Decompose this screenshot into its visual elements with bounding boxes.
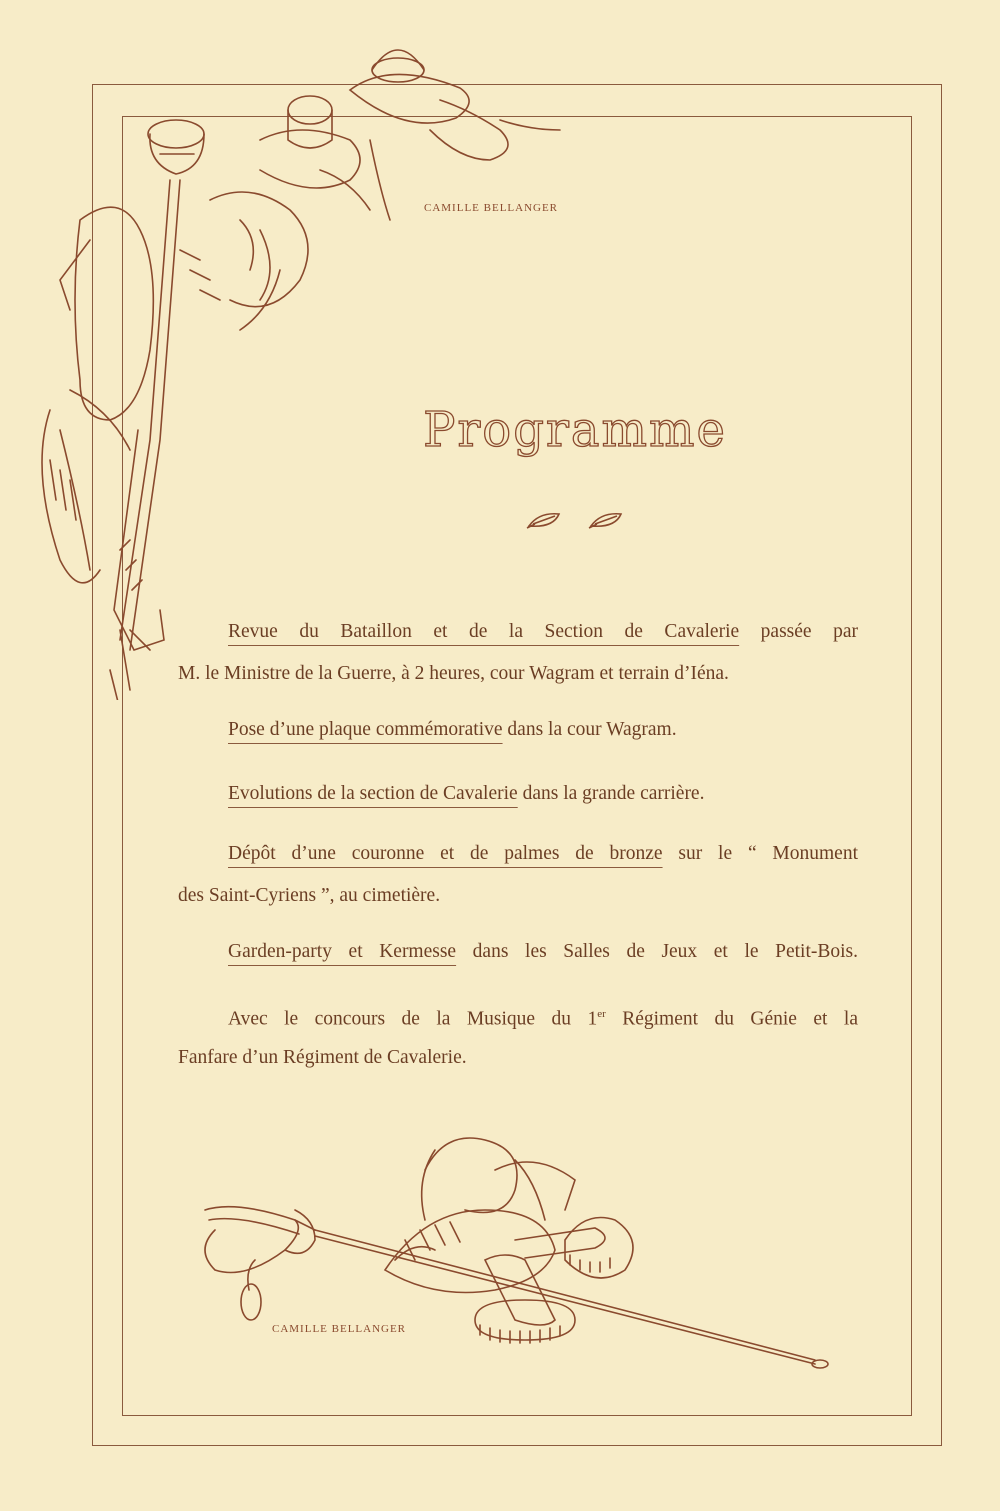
paragraph-wreath-line2 (178, 875, 858, 917)
paragraph-wreath (178, 833, 858, 875)
plaque-underlined: Pose d’une plaque commémorative (228, 719, 503, 740)
music-line1-b: Régiment du Génie et la (605, 1008, 858, 1030)
review-line2: M. le Ministre de la Guerre, à 2 heures, cour Wagram et terrain d’Iéna. (178, 663, 729, 684)
music-line1-sup: er (597, 1008, 606, 1020)
evolutions-underlined: Evolutions de la section de Cavalerie (228, 783, 518, 804)
programme-body (178, 611, 858, 1075)
page-title: Programme (423, 402, 727, 458)
music-line1-a: Avec le concours de la Musique du 1 (228, 1008, 598, 1030)
review-rest: passée par (739, 621, 858, 642)
wreath-line2: des Saint-Cyriens ”, au cimetière. (178, 885, 441, 906)
review-underlined: Revue du Bataillon et de la Section de Cavalerie (228, 621, 740, 642)
music-line2: Fanfare d’un Régiment de Cavalerie. (178, 1046, 467, 1068)
paragraph-review-line2 (178, 653, 858, 695)
military-kit-illustration (20, 30, 580, 700)
signature-bottom: CAMILLE BELLANGER (272, 1323, 407, 1335)
paragraph-music-line2 (178, 1041, 858, 1075)
evolutions-rest: dans la grande carrière. (517, 783, 705, 804)
wreath-rest: sur le “ Monument (662, 843, 859, 864)
paragraph-review (178, 611, 858, 653)
sabre-helmet-illustration (195, 1130, 835, 1380)
double-leaf-ornament-icon (525, 508, 625, 534)
paragraph-evolutions (178, 773, 858, 815)
garden-party-rest: dans les Salles de Jeux et le Petit-Bois. (456, 941, 858, 962)
garden-party-underlined: Garden-party et Kermesse (228, 941, 457, 962)
paragraph-plaque (178, 709, 858, 751)
paragraph-music (178, 993, 858, 1041)
signature-top: CAMILLE BELLANGER (424, 202, 559, 214)
paragraph-garden-party (178, 931, 858, 973)
wreath-underlined: Dépôt d’une couronne et de palmes de bronze (228, 843, 663, 864)
plaque-rest: dans la cour Wagram. (502, 719, 677, 740)
